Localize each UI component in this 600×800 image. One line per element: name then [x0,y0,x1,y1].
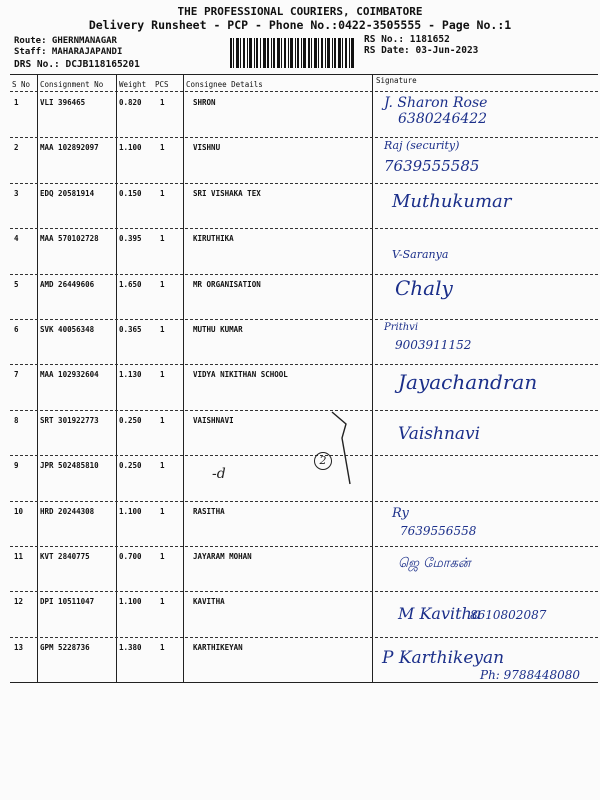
row-separator [10,410,598,411]
row-consignee: VAISHNAVI [193,415,234,425]
row-consignment-no: GPM 5228736 [40,642,90,652]
row-consignment-no: KVT 2840775 [40,552,90,561]
row-sno: 8 [14,415,19,425]
row-consignee: SRI VISHAKA TEX [193,188,261,198]
rs-number: RS No.: 1181652 [364,34,450,45]
row-sno: 11 [14,552,24,561]
row-sno: 2 [14,143,19,153]
row-signature: P Karthikeyan [382,648,505,668]
row-consignee: VIDYA NIKITHAN SCHOOL [193,370,288,380]
row-separator [10,274,598,275]
row-sno: 12 [14,597,24,607]
row-weight: 0.365 [119,325,142,334]
row-consignment-no: VLI 396465 [40,98,86,107]
row-signature: 6380246422 [398,111,488,127]
row-consignment-no: HRD 20244308 [40,506,95,516]
row-pcs: 1 [160,461,165,471]
header-pcs: PCS [155,80,169,89]
row-sno: 1 [14,98,19,107]
row-pcs: 1 [160,552,165,561]
header-weight: Weight [119,80,147,89]
row-signature: J. Sharon Rose [384,95,488,111]
row-weight: 0.250 [119,415,142,425]
row-pcs: 1 [160,597,165,607]
row-consignment-no: DPI 10511047 [40,597,95,607]
row-signature: ஜெ மோகன் [398,556,471,571]
row-weight: 0.150 [119,188,142,198]
row-consignment-no: MAA 102932604 [40,370,99,380]
row-pcs: 1 [160,506,165,516]
route-label: Route: GHERNMANAGAR [14,36,117,46]
row-separator [10,546,598,547]
table-top-line [10,74,598,75]
row-consignment-no: MAA 102892097 [40,143,99,153]
row-weight: 1.380 [119,642,142,652]
row-sno: 13 [14,642,24,652]
row-separator [10,455,598,456]
header-sno: S No [12,80,31,89]
row-weight: 0.395 [119,234,142,244]
row-signature: M Kavitha [398,604,482,623]
row-separator [10,591,598,592]
row-pcs: 1 [160,98,165,107]
row-consignee: KIRUTHIKA [193,234,234,244]
row-weight: 1.100 [119,597,142,607]
row-weight: 1.100 [119,506,142,516]
row-weight: 0.700 [119,552,142,561]
row-signature: 9003911152 [395,338,472,352]
row-sno: 7 [14,370,19,380]
row-weight: 0.820 [119,98,142,107]
runsheet-title: Delivery Runsheet - PCP - Phone No.:0422-3505555 - Page No.:1 [88,18,512,32]
row-consignee: MUTHU KUMAR [193,325,243,334]
row-signature: 7639556558 [400,524,477,538]
header-consignee: Consignee Details [186,80,263,89]
staff-label: Staff: MAHARAJAPANDI [14,47,123,57]
row-signature: 7639555585 [384,157,480,175]
row-consignee: KARTHIKEYAN [193,642,243,652]
row-separator [10,319,598,320]
header-consignment: Consignment No [40,80,104,89]
row-sno: 9 [14,461,19,471]
row-pcs: 1 [160,415,165,425]
dash-mark: -d [212,466,226,482]
pen-stroke [330,408,360,488]
circled-note: 2 [314,452,332,470]
row-signature: Muthukumar [392,191,512,212]
row-signature: Ry [392,506,409,521]
row-separator [10,364,598,365]
rs-date: RS Date: 03-Jun-2023 [364,45,479,56]
row-signature: 8610802087 [470,608,547,622]
row-pcs: 1 [160,234,165,244]
header-divider [10,91,598,92]
row-consignment-no: MAA 570102728 [40,234,99,244]
row-consignee: MR ORGANISATION [193,279,261,289]
row-separator [10,183,598,184]
row-consignee: JAYARAM MOHAN [193,552,252,561]
row-consignee: KAVITHA [193,597,225,607]
company-title: THE PROFESSIONAL COURIERS, COIMBATORE [177,5,423,18]
row-weight: 1.100 [119,143,142,153]
row-separator [10,137,598,138]
row-consignment-no: JPR 502485810 [40,461,99,471]
row-signature: Chaly [395,276,453,300]
row-weight: 1.650 [119,279,142,289]
row-pcs: 1 [160,325,165,334]
row-weight: 1.130 [119,370,142,380]
row-separator [10,228,598,229]
row-consignment-no: EDQ 20581914 [40,188,95,198]
row-consignment-no: AMD 26449606 [40,279,95,289]
row-consignment-no: SRT 301922773 [40,415,99,425]
row-separator [10,637,598,638]
row-separator [10,501,598,502]
row-signature: V-Saranya [392,248,449,261]
barcode [230,38,354,68]
row-pcs: 1 [160,188,165,198]
row-pcs: 1 [160,279,165,289]
row-consignee: RASITHA [193,506,225,516]
row-sno: 10 [14,506,24,516]
row-sno: 3 [14,188,19,198]
row-weight: 0.250 [119,461,142,471]
row-signature: Raj (security) [384,139,460,152]
row-signature: Ph: 9788448080 [480,668,581,682]
row-pcs: 1 [160,642,165,652]
table-bottom-line [10,682,598,683]
row-consignment-no: SVK 40056348 [40,325,95,334]
row-sno: 5 [14,279,19,289]
row-pcs: 1 [160,370,165,380]
row-signature: Vaishnavi [398,424,481,444]
row-consignee: VISHNU [193,143,221,153]
row-consignee: SHRON [193,98,216,107]
drs-label: DRS No.: DCJB118165201 [14,59,140,70]
row-pcs: 1 [160,143,165,153]
header-signature: Signature [376,76,417,85]
row-signature: Jayachandran [398,370,538,394]
row-signature: Prithvi [384,322,419,333]
row-sno: 6 [14,325,19,334]
row-sno: 4 [14,234,19,244]
